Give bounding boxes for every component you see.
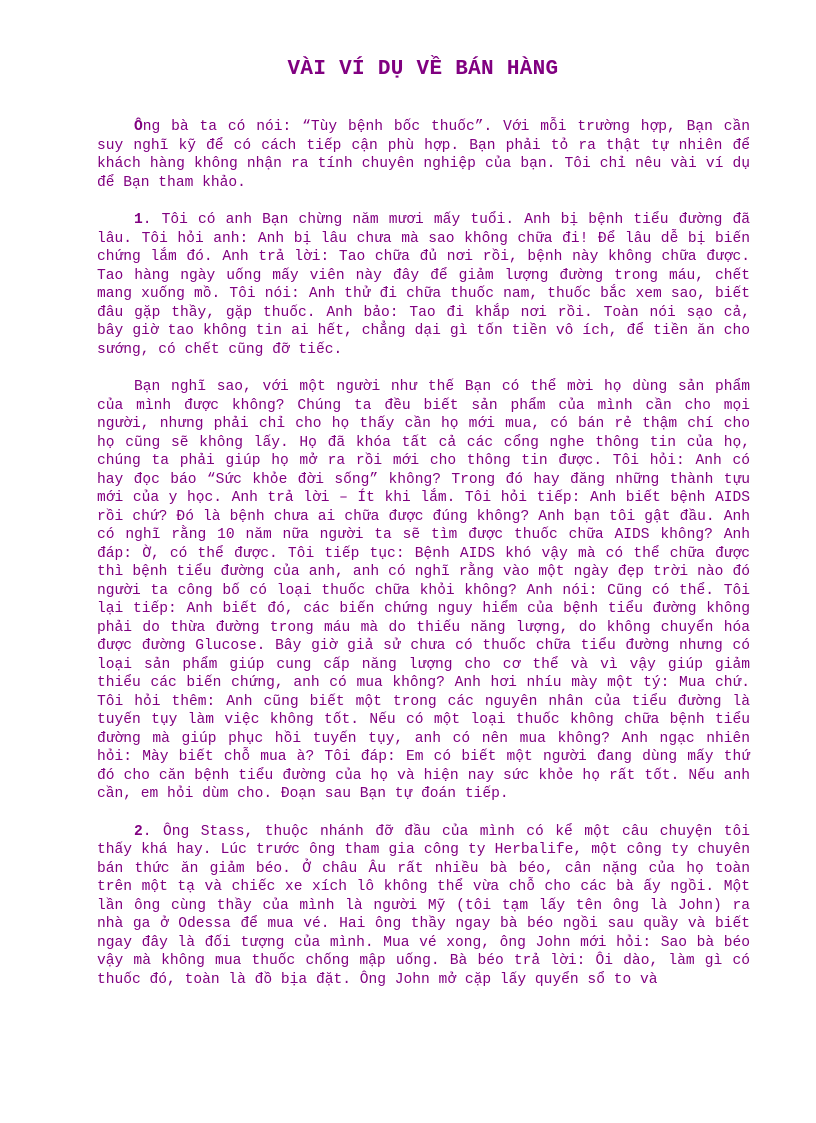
- paragraph-text: . Tôi có anh Bạn chừng năm mươi mấy tuổi. Anh bị bệnh tiểu đường đã lâu. Tôi hỏi anh: Anh bị lâu chưa mà sao không chữa đi! Để lâu dễ bị biến chứng lắm đó. Anh trả lời: Tao chữa đủ nơi rồi, bệnh này không chữa được. Tao hàng ngày uống mấy viên này đây để giảm lượng đường trong máu, chết mang xuống mồ. Tôi nói: Anh thử đi chữa thuốc nam, thuốc bắc xem sao, biết đâu gặp thầy, gặp thuốc. Anh bảo: Tao đi khắp nơi rồi. Toàn nói sạo cả, bây giờ tao không tin ai hết, chẳng dại gì tốn tiền vô ích, để tiền ăn cho sướng, có chết cũng đỡ tiếc.: [97, 212, 750, 358]
- paragraph-number: 1: [134, 212, 143, 228]
- paragraph-lead: Ô: [134, 119, 143, 135]
- paragraph-text: . Ông Stass, thuộc nhánh đỡ đầu của mình có kể một câu chuyện tôi thấy khá hay. Lúc trước ông tham gia công ty Herbalife, một công ty chuyên bán thức ăn giảm béo. Ở châu Âu rất nhiều bà béo, cân nặng của họ toàn trên một tạ và chiếc xe xích lô không thể vừa chỗ cho các bà ấy ngồi. Một lần ông cùng thầy của mình là người Mỹ (tôi tạm lấy tên ông là John) ra nhà ga ở Odessa để mua vé. Hai ông thầy ngay bà béo ngồi sau quầy và biết ngay đây là đối tượng của mình. Mua vé xong, ông John mới hỏi: Sao bà béo vậy mà không mua thuốc chống mập uống. Bà béo trả lời: Ôi dào, làm gì có thuốc đó, toàn là đồ bịa đặt. Ông John mở cặp lấy quyển sổ to và: [97, 823, 750, 988]
- paragraph-text: Bạn nghĩ sao, với một người như thế Bạn có thể mời họ dùng sản phẩm của mình được không? Chúng ta đều biết sản phẩm của mình cần cho mọi người, nhưng phải chỉ cho họ thấy cần họ mới mua, có bán rẻ thậm chí cho họ cũng sẽ không lấy. Họ đã khóa tất cả các cổng nghe thông tin của họ, chúng ta phải giúp họ mở ra rồi mới cho thông tin được. Tôi hỏi: Anh có hay đọc báo “Sức khỏe đời sống” không? Trong đó hay đăng những thành tựu mới của y học. Anh trả lời – Ít khi lắm. Tôi hỏi tiếp: Anh biết bệnh AIDS rồi chứ? Đó là bệnh chưa ai chữa được đúng không? Anh bạn tôi gật đầu. Anh có nghĩ rằng 10 năm nữa người ta sẽ tìm được thuốc chữa AIDS không? Anh đáp: Ờ, có thể được. Tôi tiếp tục: Bệnh AIDS khó vậy mà có thể chữa được thì bệnh tiểu đường của anh, anh có nghĩ rằng vào một ngày đẹp trời nào đó người ta công bố có loại thuốc chữa khỏi không? Anh nói: Cũng có thể. Tôi lại tiếp: Anh biết đó, các biến chứng nguy hiểm của bệnh tiểu đường không phải do thừa đường trong máu mà do thiếu năng lượng, do không chuyển hóa được đường Glucose. Bây giờ giả sử chưa có thuốc chữa tiểu đường nhưng có loại sản phẩm giúp cung cấp năng lượng cho cơ thể và vì vậy giúp giảm thiểu các biến chứng, anh có mua không? Anh hơi nhíu mày một tý: Mua chứ. Tôi hỏi thêm: Anh cũng biết một trong các nguyên nhân của tiểu đường là tuyến tụy làm việc không tốt. Nếu có một loại thuốc không chữa bệnh tiểu đường mà giúp phục hồi tuyến tụy, anh có nên mua không? Anh ngạc nhiên hỏi: Mày biết chỗ mua à? Tôi đáp: Em có biết một người đang dùng mấy thứ đó cho căn bệnh tiểu đường của họ và hiện nay sức khỏe họ rất tốt. Nếu anh cần, em hỏi dùm cho. Đoạn sau Bạn tự đoán tiếp.: [97, 379, 750, 802]
- paragraph: [97, 118, 750, 192]
- paragraph-number: 2: [134, 823, 143, 840]
- paragraph: [97, 823, 750, 990]
- page-title: VÀI VÍ DỤ VỀ BÁN HÀNG: [287, 58, 559, 81]
- paragraph: [97, 211, 750, 359]
- document-body: [97, 118, 750, 1008]
- paragraph-text: ng bà ta có nói: “Tùy bệnh bốc thuốc”. Với mỗi trường hợp, Bạn cần suy nghĩ kỹ để có cách tiếp cận phù hợp. Bạn phải tỏ ra thật tự nhiên để khách hàng không nhận ra tính chuyên nghiệp của bạn. Tôi chỉ nêu vài ví dụ để Bạn tham khảo.: [97, 119, 750, 191]
- paragraph: [97, 378, 750, 804]
